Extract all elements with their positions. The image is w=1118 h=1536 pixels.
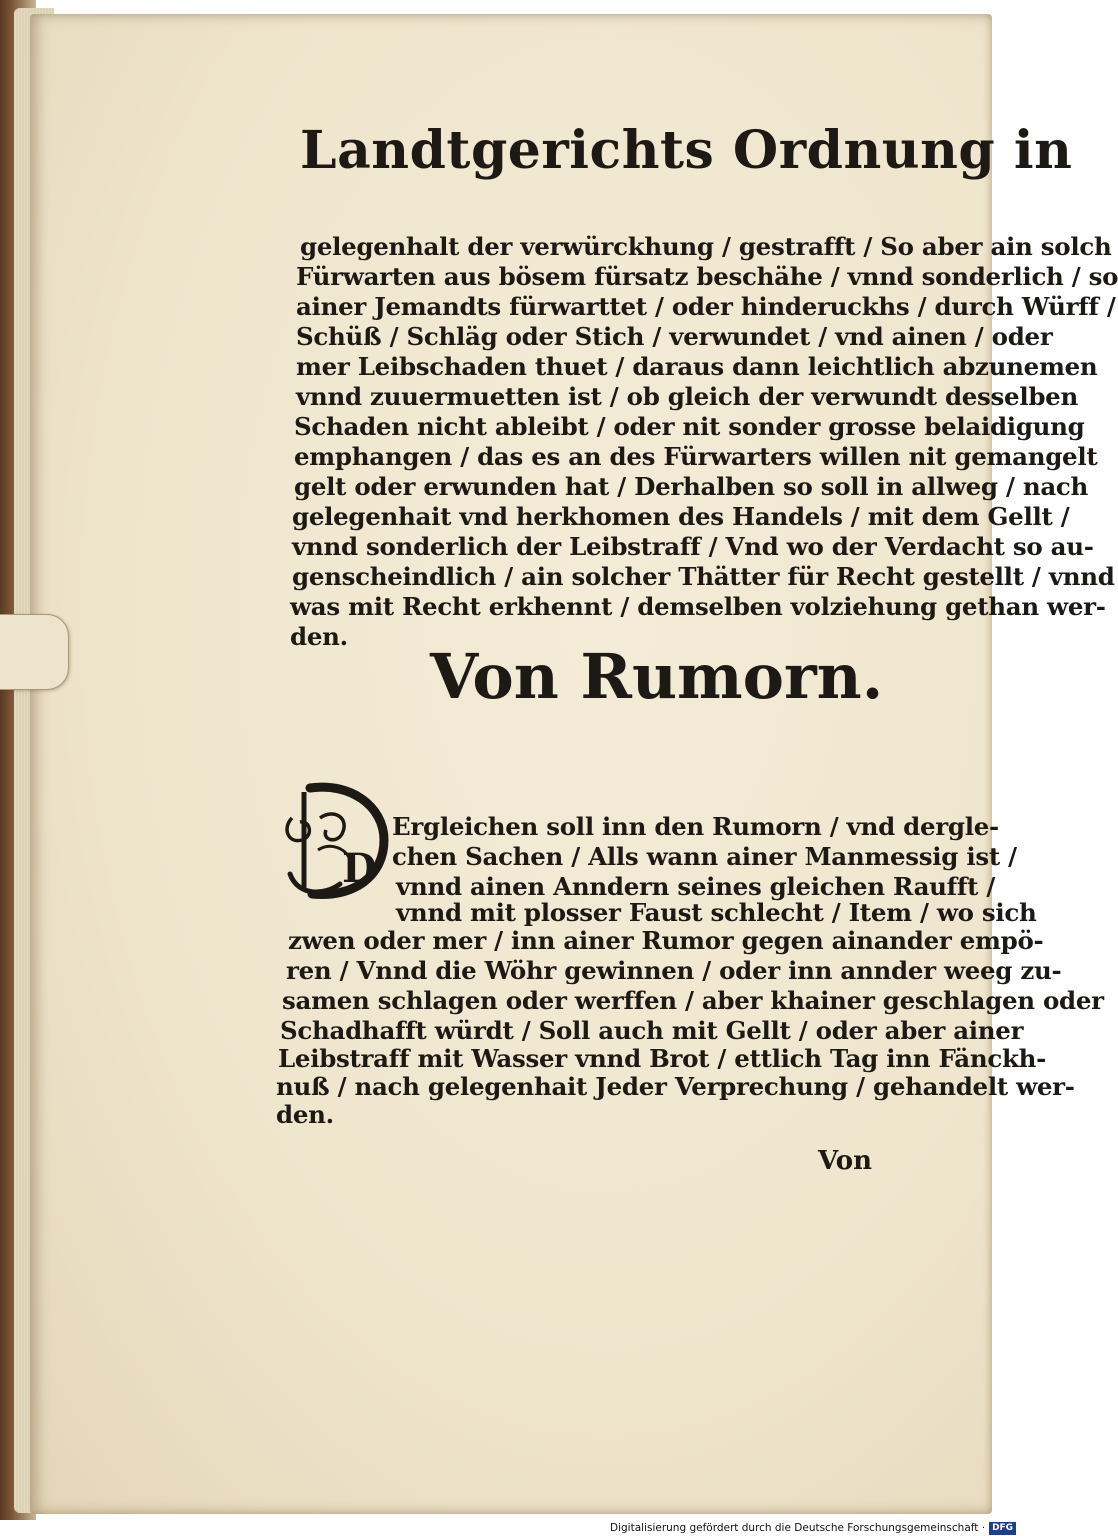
paragraph-1-line: mer Leibschaden thuet / daraus dann leichtlich abzunemen: [296, 352, 1098, 381]
paragraph-1-line: gelt oder erwunden hat / Derhalben so soll in allweg / nach: [294, 472, 1089, 501]
paragraph-1-line: Schüß / Schläg oder Stich / verwundet / vnd ainen / oder: [296, 322, 1053, 351]
paragraph-1-line: gelegenhalt der verwürckhung / gestrafft / So aber ain solch: [300, 232, 1112, 261]
paragraph-2-line: Ergleichen soll inn den Rumorn / vnd dergle-: [392, 812, 999, 841]
footer-text: Digitalisierung gefördert durch die Deutsche Forschungsgemeinschaft ·: [610, 1522, 986, 1534]
paragraph-2-line: zwen oder mer / inn ainer Rumor gegen ainander empö-: [288, 926, 1044, 955]
catchword: Von: [818, 1146, 873, 1176]
paragraph-2-line: chen Sachen / Alls wann ainer Manmessig ist /: [392, 842, 1017, 871]
paragraph-1-line: Fürwarten aus bösem fürsatz beschähe / vnnd sonderlich / so: [296, 262, 1118, 291]
dfg-logo-icon: DFG: [989, 1522, 1016, 1535]
paragraph-1-line: was mit Recht erkhennt / demselben volziehung gethan wer-: [290, 592, 1106, 621]
paragraph-1-line: Schaden nicht ableibt / oder nit sonder grosse belaidigung: [294, 412, 1085, 441]
paragraph-2-line: samen schlagen oder werffen / aber khainer geschlagen oder: [282, 986, 1104, 1015]
paragraph-1-line: emphangen / das es an des Fürwarters willen nit gemangelt: [294, 442, 1098, 471]
paragraph-2-line: Leibstraff mit Wasser vnnd Brot / ettlich Tag inn Fänckh-: [278, 1044, 1047, 1073]
page-marker-tab: [0, 614, 69, 690]
running-head: Landtgerichts Ordnung in: [300, 120, 1073, 181]
paragraph-2-line: vnnd ainen Anndern seines gleichen Raufft /: [396, 872, 996, 901]
paragraph-1-line: vnnd zuuermuetten ist / ob gleich der verwundt desselben: [296, 382, 1078, 411]
paragraph-1-line: ainer Jemandts fürwarttet / oder hinderuckhs / durch Würff /: [296, 292, 1116, 321]
paragraph-2-line: nuß / nach gelegenhait Jeder Verprechung / gehandelt wer-: [276, 1072, 1075, 1101]
paragraph-2-line: vnnd mit plosser Faust schlecht / Item / wo sich: [396, 898, 1037, 927]
paragraph-2-line: ren / Vnnd die Wöhr gewinnen / oder inn annder weeg zu-: [286, 956, 1062, 985]
digitization-footer: [610, 1520, 1014, 1536]
paragraph-2-line: den.: [276, 1100, 334, 1129]
paragraph-1-line: den.: [290, 622, 348, 651]
drop-cap-letter: D: [342, 845, 377, 892]
paragraph-1-line: gelegenhait vnd herkhomen des Handels / mit dem Gellt /: [292, 502, 1070, 531]
decorated-initial: [280, 778, 388, 902]
paragraph-1-line: vnnd sonderlich der Leibstraff / Vnd wo der Verdacht so au-: [292, 532, 1094, 561]
paragraph-1-line: genscheindlich / ain solcher Thätter für Recht gestellt / vnnd: [292, 562, 1115, 591]
section-title: Von Rumorn.: [430, 640, 884, 713]
paragraph-2-line: Schadhafft würdt / Soll auch mit Gellt / oder aber ainer: [280, 1016, 1024, 1045]
